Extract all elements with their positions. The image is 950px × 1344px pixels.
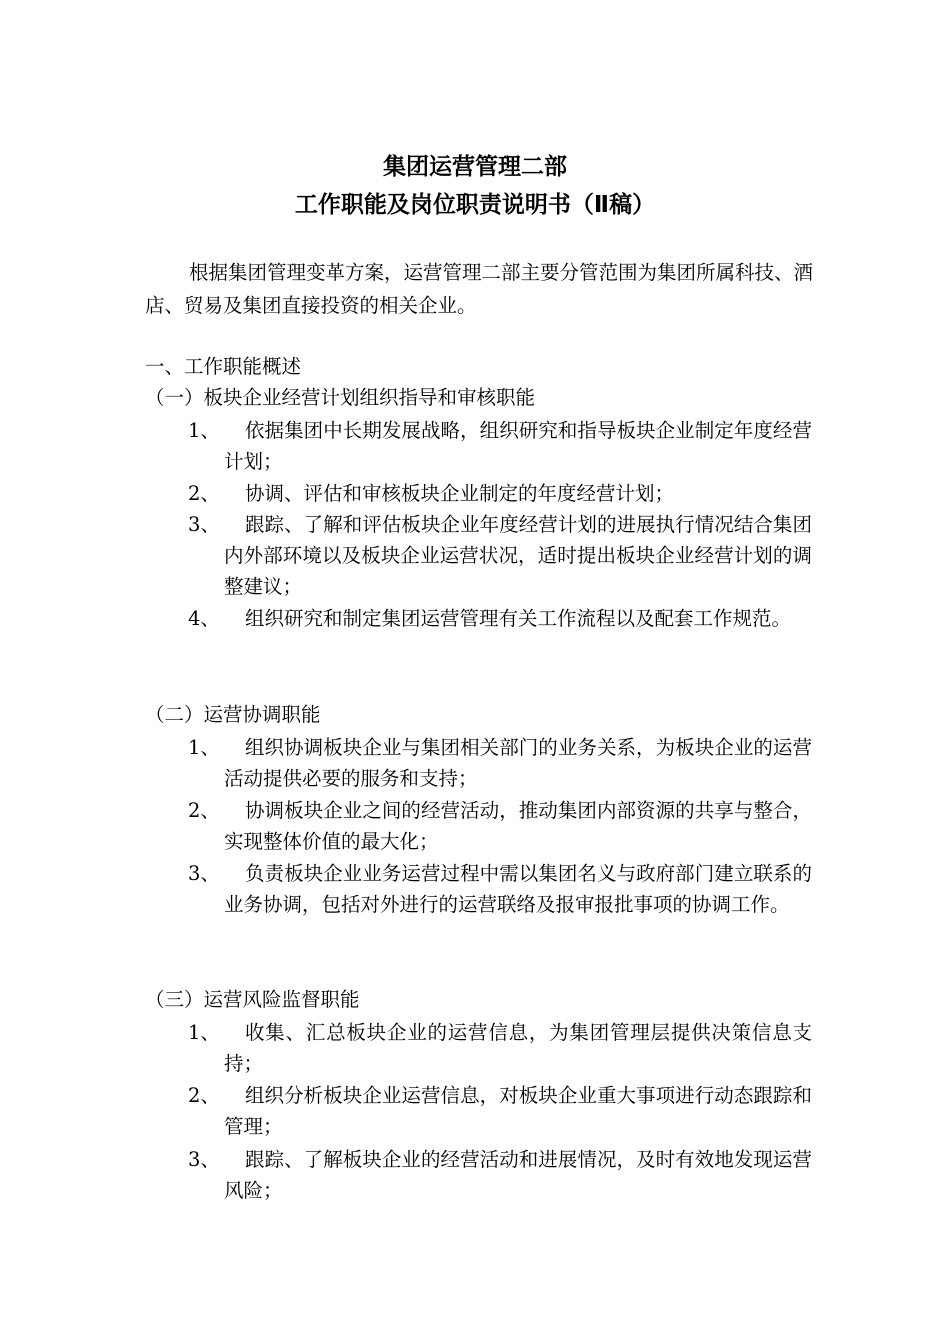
list-item xyxy=(188,858,812,920)
item-text: 跟踪、了解板块企业的经营活动和进展情况，及时有效地发现运营风险； xyxy=(224,1148,812,1202)
item-number: 3、 xyxy=(188,513,220,536)
item-number: 2、 xyxy=(188,799,220,822)
list-item xyxy=(188,1144,812,1206)
item-number: 3、 xyxy=(188,862,220,885)
list-item xyxy=(188,732,812,794)
item-text: 收集、汇总板块企业的运营信息，为集团管理层提供决策信息支持； xyxy=(224,1021,812,1075)
item-number: 2、 xyxy=(188,1084,220,1107)
item-number: 4、 xyxy=(188,607,220,630)
document-title: 集团运营管理二部 xyxy=(383,154,567,180)
list-item xyxy=(188,1017,812,1079)
item-number: 2、 xyxy=(188,482,220,505)
item-text: 跟踪、了解和评估板块企业年度经营计划的进展执行情况结合集团内外部环境以及板块企业运营状况，适时提出板块企业经营计划的调整建议； xyxy=(224,513,812,598)
item-text: 依据集团中长期发展战略，组织研究和指导板块企业制定年度经营计划； xyxy=(224,419,812,473)
item-text: 组织协调板块企业与集团相关部门的业务关系，为板块企业的运营活动提供必要的服务和支持； xyxy=(224,736,812,790)
item-text: 协调、评估和审核板块企业制定的年度经营计划； xyxy=(245,482,675,505)
document-subtitle: 工作职能及岗位职责说明书（Ⅱ稿） xyxy=(294,192,656,218)
item-text: 组织研究和制定集团运营管理有关工作流程以及配套工作规范。 xyxy=(245,607,792,630)
item-text: 协调板块企业之间的经营活动，推动集团内部资源的共享与整合，实现整体价值的最大化； xyxy=(224,799,812,853)
item-number: 3、 xyxy=(188,1148,220,1171)
list-item xyxy=(188,603,812,634)
item-text: 负责板块企业业务运营过程中需以集团名义与政府部门建立联系的业务协调，包括对外进行的运营联络及报审报批事项的协调工作。 xyxy=(224,862,812,916)
subsection-heading-1: （一）板块企业经营计划组织指导和审核职能 xyxy=(145,386,536,409)
item-text: 组织分析板块企业运营信息，对板块企业重大事项进行动态跟踪和管理； xyxy=(224,1084,812,1138)
list-item xyxy=(188,478,812,509)
list-item xyxy=(188,415,812,477)
list-item xyxy=(188,1080,812,1142)
intro-paragraph: 根据集团管理变革方案，运营管理二部主要分管范围为集团所属科技、酒店、贸易及集团直接投资的相关企业。 xyxy=(145,261,814,317)
list-item xyxy=(188,795,812,857)
list-item xyxy=(188,509,812,602)
item-number: 1、 xyxy=(188,419,220,442)
item-number: 1、 xyxy=(188,1021,220,1044)
subsection-heading-2: （二）运营协调职能 xyxy=(145,703,321,726)
item-number: 1、 xyxy=(188,736,220,759)
subsection-heading-3: （三）运营风险监督职能 xyxy=(145,988,360,1011)
section-heading: 一、工作职能概述 xyxy=(145,355,302,378)
